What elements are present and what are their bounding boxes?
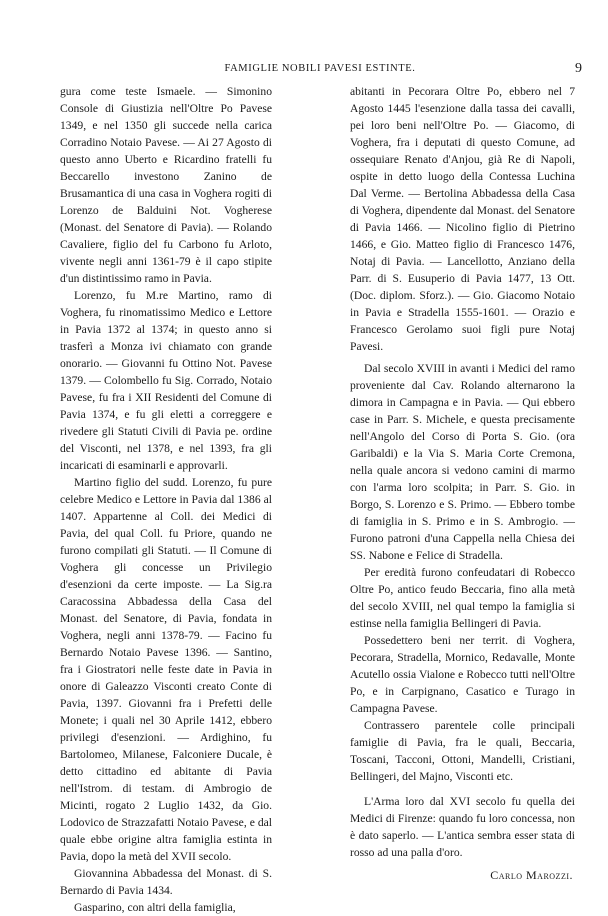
paragraph: Martino figlio del sudd. Lorenzo, fu pure celebre Medico e Lettore in Pavia dal 1386 al 1407. Appartenne al Coll. dei Medici di Pavia, del qual Coll. fu Priore, quando ne furono compilati gli Statuti. — Il Comune di Voghera gli concesse un Privilegio d'esenzioni da certe imposte. — La Sig.ra Caracossina Abbadessa della Casa del Monast. del Senatore, di Pavia, fondata in Voghera, negli anni 1378-79. — Facino fu Bernardo Notaio Pavese 1396. — Santino, fra i Giostratori nelle feste date in Pavia in onore di Galeazzo Visconti creato Conte di Pavia, 1397. Giovanni fra i Prefetti delle Monete; i quali nel 30 Aprile 1412, ebbero privilegi d'esenzioni. — Ardighino, fu Bartolomeo, Milanese, Falconiere Ducale, è detto cittadino ed abitante di Pavia nell'Istrom. di testam. di Ambrogio de Micinti, rogato 2 Luglio 1432, da Gio. Lodovico de Strazzafatti Notaio Pavese, e dal quale ebbe origine altra famiglia estinta in Pavia, dopo la metà del XVII secolo. bbox=[60, 476, 272, 863]
paragraph: abitanti in Pecorara Oltre Po, ebbero nel 7 Agosto 1445 l'esenzione dalla tassa dei cavalli, pei loro beni nell'Oltre Po. — Giacomo, di Voghera, fra i deputati di questo Comune, ad ossequiare Renato d'Anjou, già Re di Napoli, ospite in detto luogo della Contessa Luchina Dal Verme. — Bertolina Abbadessa della Casa di Voghera, dipendente dal Monast. del Senatore di Pavia 1466. — Nicolino figlio di Pietrino 1466, e Gio. Matteo figlio di Francesco 1476, Notaj di Pavia. — Lancellotto, Anziano della Parr. di S. Eusuperio di Pavia 1477, 13 Ott. (Doc. diplom. Sforz.). — Gio. Giacomo Notaio in Pavia e Stradella 1555-1601. — Orazio e Francesco Gerolamo suoi figli pure Notaj Pavesi. bbox=[350, 85, 575, 353]
paragraph: Lorenzo, fu M.re Martino, ramo di Voghera, fu rinomatissimo Medico e Lettore in Pavia 1372 al 1374; in questo anno si trasferì a Monza ivi chiamato con grande onorario. — Giovanni fu Ottino Not. Pavese 1379. — Colombello fu Sig. Corrado, Notaio Pavese, fu fra i XII Residenti del Comune di Pavia 1374, e fu gli eletti a correggere e rivedere gli Statuti Civili di Pavia pe. ordine del Visconti, nel 1378, e nel 1393, fra gli incaricati di esaminarli e approvarli. bbox=[60, 289, 272, 472]
left-column bbox=[60, 83, 272, 916]
paragraph: Per eredità furono confeudatari di Robecco Oltre Po, antico feudo Beccaria, fino alla metà del secolo XVIII, nel qual tempo la famiglia si estinse nella famiglia Bellingeri di Pavia. bbox=[350, 566, 575, 630]
running-title: FAMIGLIE NOBILI PAVESI ESTINTE. bbox=[224, 63, 416, 74]
page-number: 9 bbox=[575, 61, 582, 76]
paragraph: Gasparino, con altri della famiglia, bbox=[74, 901, 236, 914]
right-column bbox=[350, 83, 575, 884]
paragraph: L'Arma loro dal XVI secolo fu quella dei Medici di Firenze: quando fu loro concessa, non è dato saperlo. — L'antica sembra esser stata di rosso ad una palla d'oro. bbox=[350, 795, 575, 859]
paragraph: gura come teste Ismaele. — Simonino Console di Giustizia nell'Oltre Po Pavese 1349, e nel 1350 gli succede nella carica Corradino Notaio Pavese. — Ai 27 Agosto di questo anno Uberto e Ricardino fratelli fu Beccarello investono Zanino de Brusamantica di una casa in Voghera rogiti di Lorenzo de Balduini Not. Vogherese (Monast. del Senatore di Pavia). — Rolando Cavaliere, figlio del fu Carbono fu Arloto, vivente negli anni 1361-79 è il capo stipite d'un distintissimo ramo in Pavia. bbox=[60, 85, 272, 285]
paragraph: Giovannina Abbadessa del Monast. di S. Bernardo di Pavia 1434. bbox=[60, 867, 272, 897]
page-header bbox=[58, 62, 582, 78]
paragraph: Possedettero beni ner territ. di Voghera, Pecorara, Stradella, Mornico, Redavalle, Monte Acutello ossia Vialone e Robecco tutti nell'Oltre Po, e in Carpignano, Casatico e Turago in Campagna Pavese. bbox=[350, 634, 575, 715]
paragraph: Dal secolo XVIII in avanti i Medici del ramo proveniente dal Cav. Rolando alternarono la dimora in Campagna e in Pavia. — Qui ebbero case in Parr. S. Michele, e questa precisamente nell'Angolo del Corso di Porta S. Gio. (ora Garibaldi) e la Via S. Maria Corte Cremona, nella quale ancora si vedono camini di marmo con l'arma loro scolpita; in Parr. S. Gio. in Borgo, S. Lorenzo e S. Primo. — Ebbero tombe di famiglia in S. Primo e in S. Ambrogio. — Furono patroni d'una Cappella nella Chiesa dei SS. Nabone e Felice di Stradella. bbox=[350, 362, 575, 562]
author-signature: Carlo Marozzi. bbox=[490, 868, 573, 882]
paragraph: Contrassero parentele colle principali famiglie di Pavia, fra le quali, Beccaria, Toscani, Tacconi, Ottoni, Mandelli, Cristiani, Bellingeri, del Majno, Visconti etc. bbox=[350, 719, 575, 783]
